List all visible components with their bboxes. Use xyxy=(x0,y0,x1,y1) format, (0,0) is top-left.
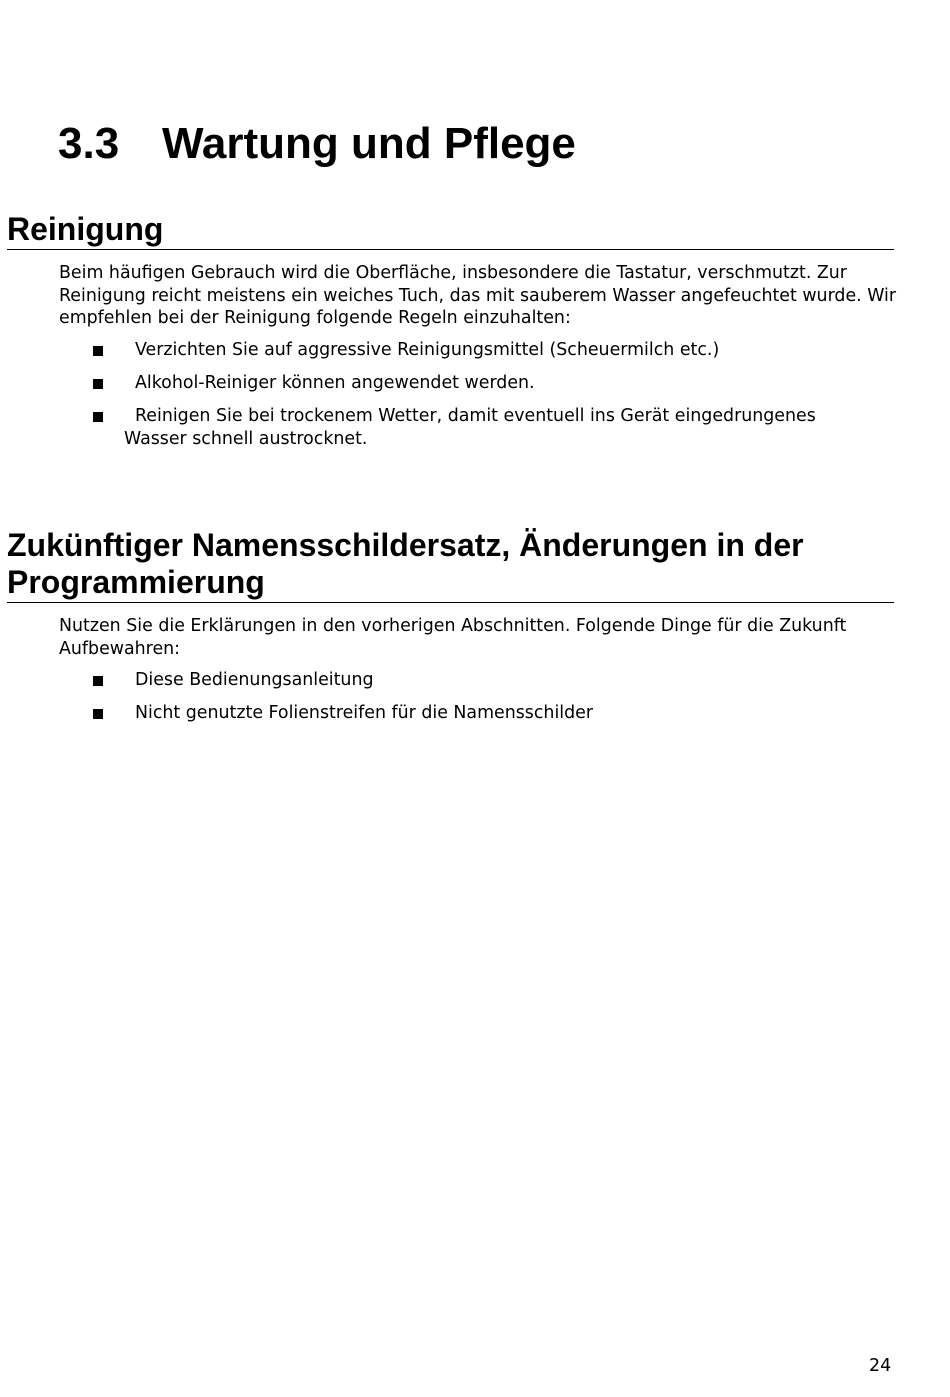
list-item-text: Diese Bedienungsanleitung xyxy=(135,670,374,690)
square-bullet-icon xyxy=(93,709,103,719)
page-number: 24 xyxy=(869,1356,892,1376)
list-item-text: Nicht genutzte Folienstreifen für die Namensschilder xyxy=(135,703,594,723)
square-bullet-icon xyxy=(93,379,103,389)
list-item xyxy=(0,669,884,692)
list-item xyxy=(0,339,884,362)
chapter-number: 3.3 xyxy=(58,119,120,168)
chapter-title-text: Wartung und Pflege xyxy=(162,119,576,168)
list-item xyxy=(0,405,884,450)
bullet-list-namensschildersatz xyxy=(0,669,950,735)
list-item-text: Reinigen Sie bei trockenem Wetter, damit eventuell ins Gerät eingedrungenes Wasser schnell austrocknet. xyxy=(124,406,816,449)
section-heading-reinigung: Reinigung xyxy=(7,211,894,250)
list-item-text: Alkohol-Reiniger können angewendet werden. xyxy=(135,373,535,393)
bullet-list-reinigung xyxy=(0,339,950,461)
list-item xyxy=(0,372,884,395)
section-paragraph-reinigung: Beim häufigen Gebrauch wird die Oberfläche, insbesondere die Tastatur, verschmutzt. Zur Reinigung reicht meistens ein weiches Tuch, das mit sauberem Wasser angefeuchtet wurde. Wir empfehlen bei der Reinigung folgende Regeln einzuhalten: xyxy=(59,263,897,328)
list-item xyxy=(0,702,884,725)
square-bullet-icon xyxy=(93,412,103,422)
square-bullet-icon xyxy=(93,346,103,356)
square-bullet-icon xyxy=(93,676,103,686)
chapter-title xyxy=(58,116,576,172)
section-paragraph-namensschildersatz: Nutzen Sie die Erklärungen in den vorherigen Abschnitten. Folgende Dinge für die Zukunft Aufbewahren: xyxy=(59,616,847,659)
section-heading-namensschildersatz: Zukünftiger Namensschildersatz, Änderungen in der Programmierung xyxy=(7,527,894,603)
list-item-text: Verzichten Sie auf aggressive Reinigungsmittel (Scheuermilch etc.) xyxy=(135,340,720,360)
